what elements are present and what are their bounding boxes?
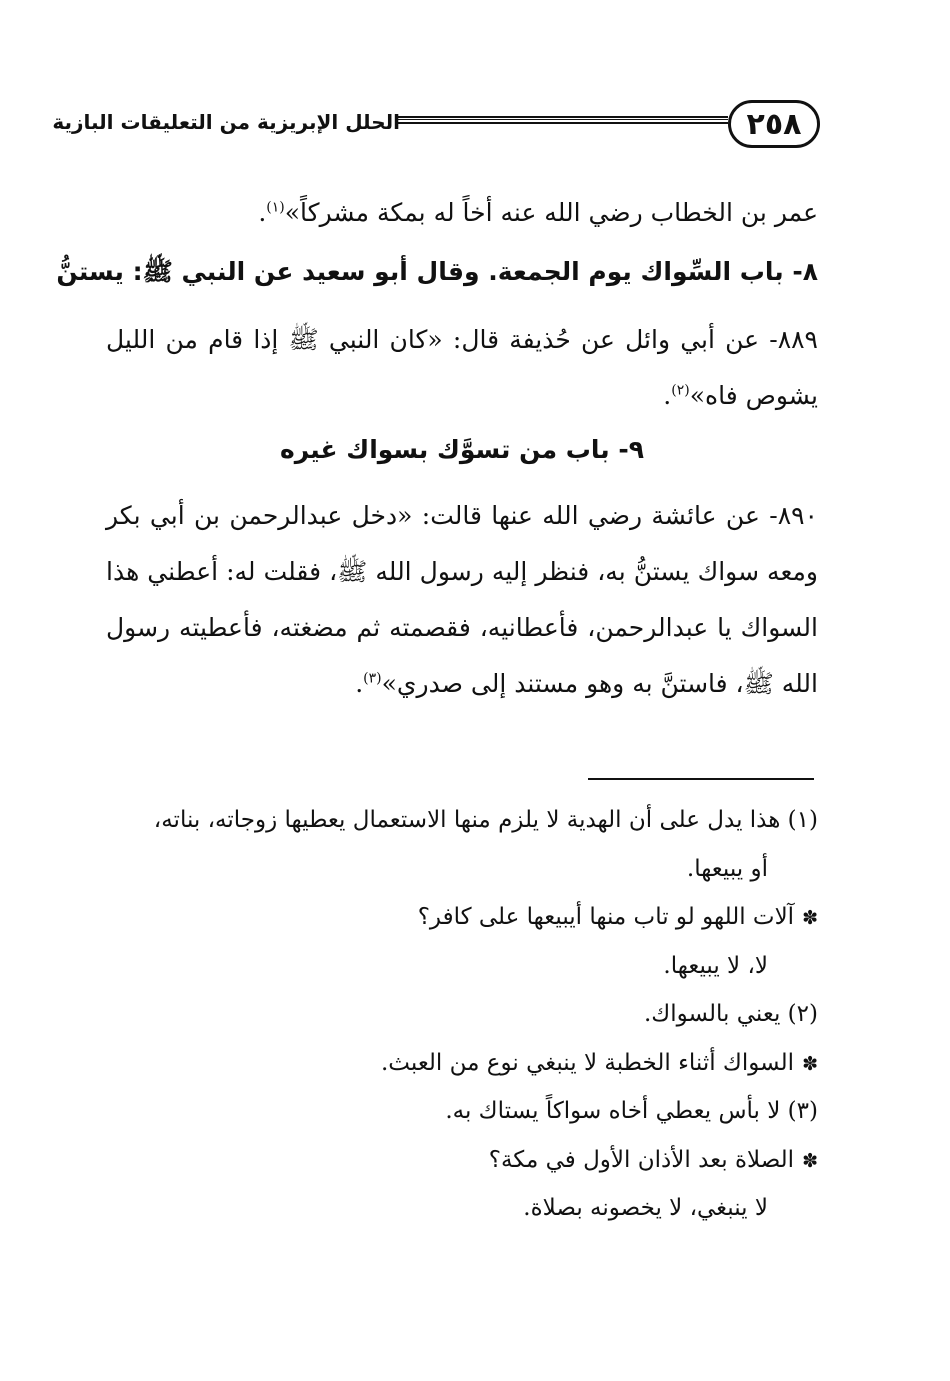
hadith-890: ٨٩٠- عن عائشة رضي الله عنها قالت: «دخل عبدالرحمن بن أبي بكر ومعه سواك يستنُّ به، فنظر إليه رسول الله ﷺ، فقلت له: أعطني هذا السواك يا عبدالرحمن، فأعطانيه، فقصمته ثم مضغته، فأعطيته رسول الله ﷺ، فاستنَّ به وهو مستند إلى صدري»$^{(٣)}$. [106,501,818,698]
footnote-2: (٢) يعني بالسواك. [643,1001,818,1027]
paragraph-continuation: عمر بن الخطاب رضي الله عنه أخاً له بمكة مشركاً»$^{(١)}$. [258,198,818,227]
footnote-separator [588,778,814,780]
footnote-answer-1: لا، لا يبيعها. [663,952,768,979]
asterisk-icon: ✽ [802,907,818,929]
chapter-heading-8: ٨- باب السِّواك يوم الجمعة. وقال أبو سعيد عن النبي ﷺ: يستنُّ [56,257,818,286]
header-rule [398,116,728,124]
running-header [52,100,820,152]
chapter-heading-9: ٩- باب من تسوَّك بسواك غيره [279,435,645,464]
asterisk-icon: ✽ [802,1149,818,1172]
footnote-question-1: ✽آلات اللهو لو تاب منها أيبيعها على كافر؟ [417,904,818,930]
asterisk-icon: ✽ [802,1052,818,1075]
hadith-889: ٨٨٩- عن أبي وائل عن حُذيفة قال: «كان النبي ﷺ إذا قام من الليل يشوص فاه»$^{(٢)}$. [106,325,818,410]
footnotes [106,796,818,1233]
running-title: الحلل الإبريزية من التعليقات البازية [52,110,400,134]
footnote-3: (٣) لا بأس يعطي أخاه سواكاً يستاك به. [445,1098,818,1124]
footnote-ref-2: (٢) [671,382,690,399]
footnote-ref-3: (٣) [363,670,382,687]
footnote-question-2: ✽السواك أثناء الخطبة لا ينبغي نوع من العبث. [380,1049,818,1076]
page-number-badge [728,100,820,148]
footnote-answer-3: لا ينبغي، لا يخصونه بصلاة. [523,1195,768,1221]
footnote-ref-1: (١) [266,199,285,216]
footnote-1: (١) هذا يدل على أن الهدية لا يلزم منها الاستعمال يعطيها زوجاته، بناته، [153,807,818,833]
page-number: ٢٥٨ [746,106,802,142]
footnote-question-3: ✽الصلاة بعد الأذان الأول في مكة؟ [488,1146,818,1173]
footnote-1-continuation: أو يبيعها. [686,855,768,882]
